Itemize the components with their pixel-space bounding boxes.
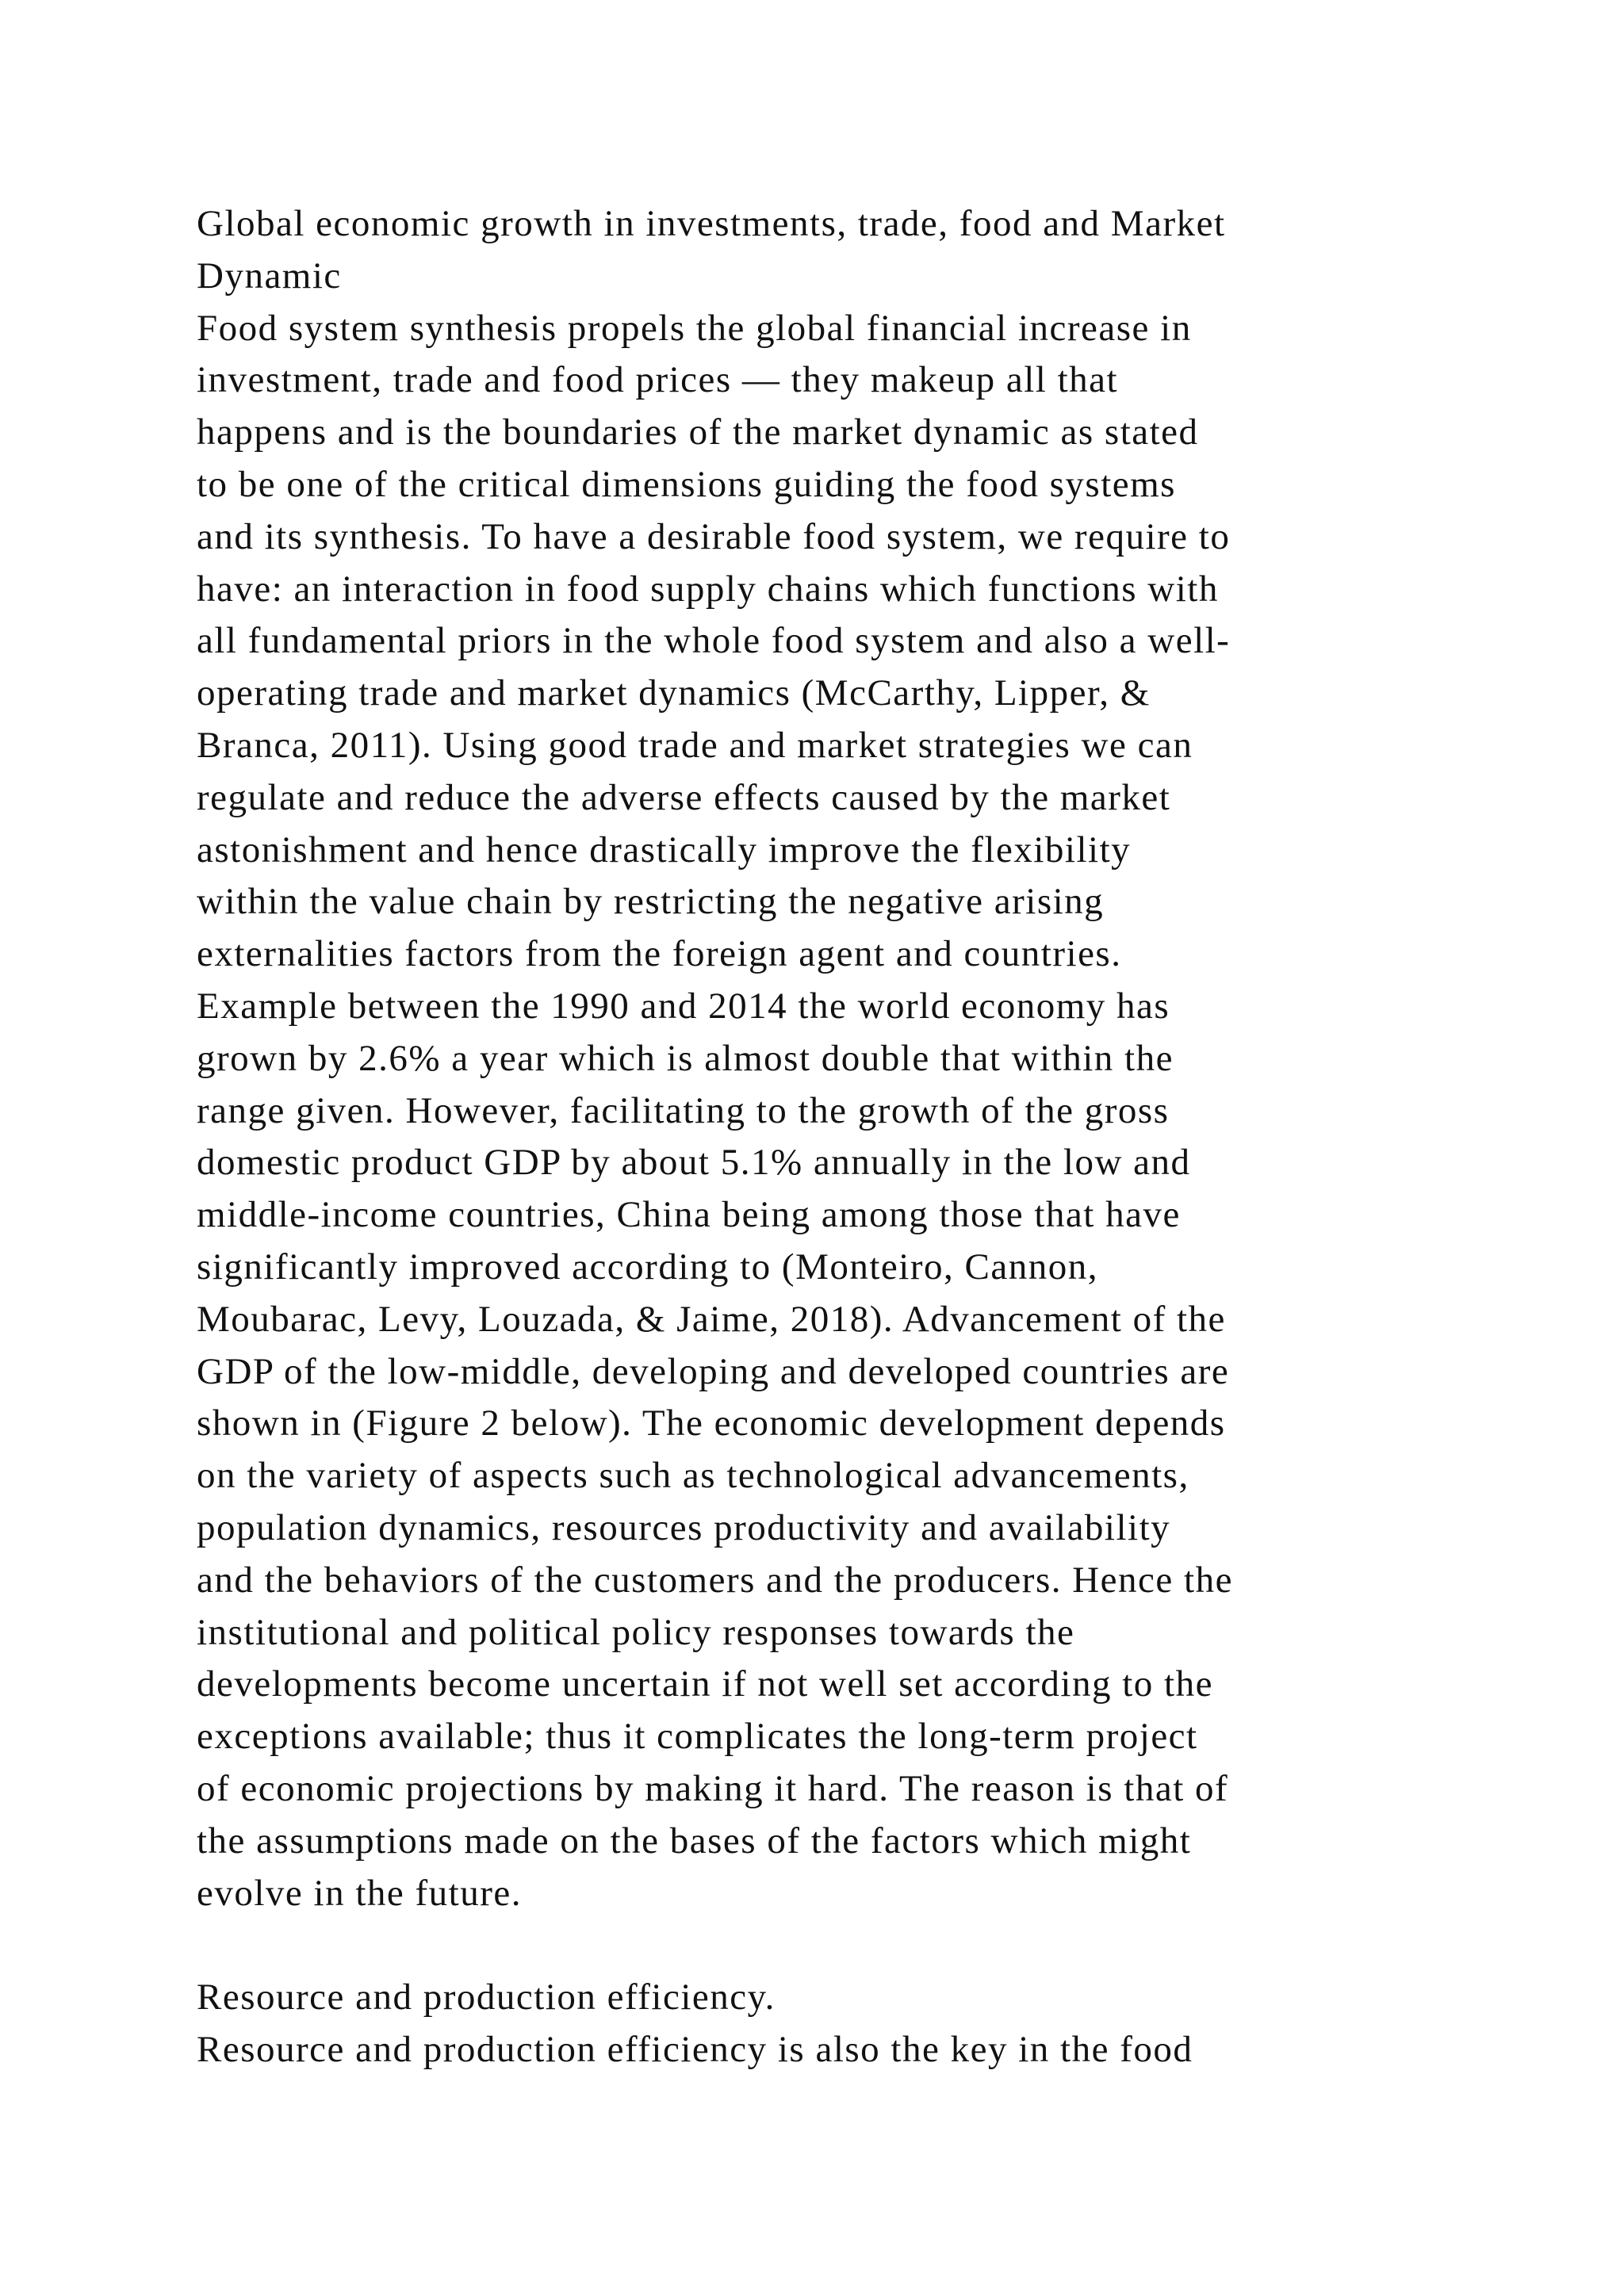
text-line: within the value chain by restricting the negative arising (197, 881, 1105, 923)
document-body (197, 198, 1497, 2076)
paragraph-gap (197, 1919, 1497, 1972)
text-line: significantly improved according to (Monteiro, Cannon, (197, 1246, 1098, 1288)
text-line: Moubarac, Levy, Louzada, & Jaime, 2018). Advancement of the (197, 1298, 1226, 1340)
text-line: externalities factors from the foreign agent and countries. (197, 933, 1122, 975)
text-line: GDP of the low-middle, developing and developed countries are (197, 1350, 1230, 1392)
text-line: happens and is the boundaries of the market dynamic as stated (197, 411, 1199, 453)
text-line: have: an interaction in food supply chains which functions with (197, 568, 1219, 610)
text-line: Example between the 1990 and 2014 the world economy has (197, 985, 1170, 1027)
text-line: regulate and reduce the adverse effects caused by the market (197, 776, 1171, 818)
text-line: of economic projections by making it hard. The reason is that of (197, 1767, 1229, 1809)
paragraph-market-dynamic (197, 303, 1497, 1920)
text-line: developments become uncertain if not well set according to the (197, 1663, 1213, 1705)
text-line: and the behaviors of the customers and the producers. Hence the (197, 1559, 1233, 1601)
text-line: evolve in the future. (197, 1872, 522, 1914)
heading-line: Global economic growth in investments, trade, food and Market (197, 203, 1226, 244)
text-line: to be one of the critical dimensions guiding the food systems (197, 463, 1176, 505)
text-line: and its synthesis. To have a desirable food system, we require to (197, 515, 1231, 557)
text-line: grown by 2.6% a year which is almost double that within the (197, 1037, 1174, 1079)
section-heading-resource-efficiency (197, 1972, 1497, 2024)
section-heading-market-dynamic (197, 198, 1497, 303)
text-line: institutional and political policy responses towards the (197, 1611, 1075, 1653)
text-line: operating trade and market dynamics (McCarthy, Lipper, & (197, 672, 1151, 714)
text-line: Resource and production efficiency is also the key in the food (197, 2028, 1193, 2070)
text-line: on the variety of aspects such as technological advancements, (197, 1455, 1189, 1497)
text-line: range given. However, facilitating to the growth of the gross (197, 1089, 1170, 1131)
text-line: middle-income countries, China being among those that have (197, 1194, 1181, 1236)
text-line: shown in (Figure 2 below). The economic development depends (197, 1402, 1226, 1445)
paragraph-resource-efficiency (197, 2024, 1497, 2076)
text-line: population dynamics, resources productivity and availability (197, 1506, 1171, 1548)
text-line: the assumptions made on the bases of the factors which might (197, 1820, 1192, 1862)
text-line: domestic product GDP by about 5.1% annually in the low and (197, 1142, 1191, 1184)
text-line: all fundamental priors in the whole food system and also a well- (197, 620, 1231, 662)
text-line: Food system synthesis propels the global financial increase in (197, 307, 1192, 349)
text-line: exceptions available; thus it complicates the long-term project (197, 1716, 1198, 1758)
text-line: investment, trade and food prices — they makeup all that (197, 359, 1119, 401)
text-line: astonishment and hence drastically improve the flexibility (197, 828, 1132, 871)
heading-line: Resource and production efficiency. (197, 1976, 776, 2019)
heading-line: Dynamic (197, 254, 342, 297)
text-line: Branca, 2011). Using good trade and market strategies we can (197, 724, 1193, 766)
